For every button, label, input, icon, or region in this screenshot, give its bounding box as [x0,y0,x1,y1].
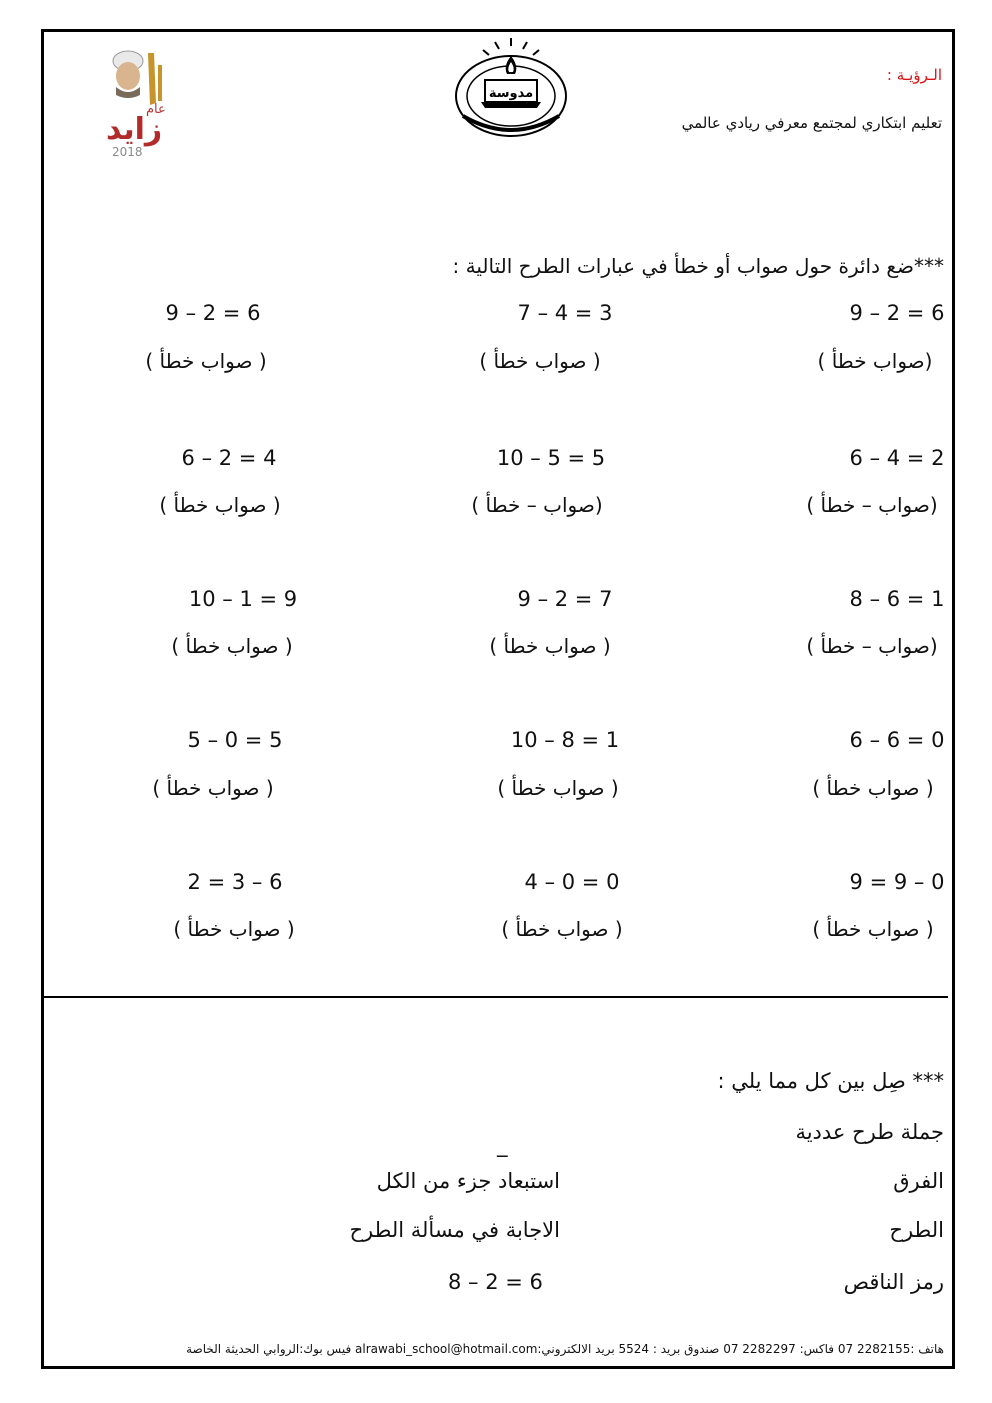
row3-middle-choice: ( صواب خطأ ) [489,634,611,658]
zayed-logo-word: زايد [106,112,163,147]
match-definition-2: استبعاد جزء من الكل [376,1169,560,1193]
row3-left-choice: ( صواب خطأ ) [171,634,293,658]
section-divider [44,996,948,998]
row1-left-equation: 9 – 2 = 6 [165,301,261,325]
row2-middle-choice: (صواب – خطأ ) [471,493,603,517]
row5-left-choice: ( صواب خطأ ) [173,917,295,941]
row2-right-choice: (صواب – خطأ ) [806,493,938,517]
row1-middle-equation: 7 – 4 = 3 [517,301,613,325]
page-border [41,29,955,1369]
zayed-logo-small: عام [146,102,166,117]
school-logo [441,36,581,146]
row1-right-choice: (صواب خطأ ) [817,349,933,373]
row4-right-equation: 6 – 6 = 0 [849,728,945,752]
row4-left-equation: 5 – 0 = 5 [187,728,283,752]
section1-instruction: ***ضع دائرة حول صواب أو خطأ في عبارات الطرح التالية : [452,254,944,278]
footer-contact: هاتف :2282155 07 فاكس: 2282297 07 صندوق بريد : 5524 بريد الالكتروني:alrawabi_school@hotmail.com فيس بوك:الروابي الحديثة الخاصة [186,1342,944,1356]
vision-label: الـرؤيـة : [886,66,942,84]
match-definition-3: الاجابة في مسألة الطرح [349,1218,560,1242]
row3-right-equation: 8 – 6 = 1 [849,587,945,611]
row5-middle-choice: ( صواب خطأ ) [501,917,623,941]
row3-right-choice: (صواب – خطأ ) [806,634,938,658]
row1-right-equation: 9 – 2 = 6 [849,301,945,325]
row3-left-equation: 10 – 1 = 9 [188,587,298,611]
row4-right-choice: ( صواب خطأ ) [812,776,934,800]
row5-left-equation: 2 = 3 – 6 [187,870,283,894]
row2-left-equation: 6 – 2 = 4 [181,446,277,470]
row2-right-equation: 6 – 4 = 2 [849,446,945,470]
zayed-year-logo [100,43,172,167]
match-term-2: الفرق [893,1169,944,1193]
row1-middle-choice: ( صواب خطأ ) [479,349,601,373]
school-logo-word: مدوسة [488,86,534,101]
section2-instruction: *** صِل بين كل مما يلي : [717,1069,944,1093]
match-term-3: الطرح [889,1218,944,1242]
match-definition-1: _ [497,1133,508,1157]
row2-left-choice: ( صواب خطأ ) [159,493,281,517]
row5-middle-equation: 4 – 0 = 0 [524,870,620,894]
match-definition-4: 8 – 2 = 6 [448,1270,543,1294]
row3-middle-equation: 9 – 2 = 7 [517,587,613,611]
row5-right-equation: 9 = 9 – 0 [849,870,945,894]
row2-middle-equation: 10 – 5 = 5 [496,446,606,470]
match-term-4: رمز الناقص [843,1270,944,1294]
row4-middle-choice: ( صواب خطأ ) [497,776,619,800]
row1-left-choice: ( صواب خطأ ) [145,349,267,373]
row4-middle-equation: 10 – 8 = 1 [510,728,620,752]
match-term-1: جملة طرح عددية [795,1120,944,1144]
row4-left-choice: ( صواب خطأ ) [152,776,274,800]
zayed-logo-year: 2018 [112,145,143,159]
row5-right-choice: ( صواب خطأ ) [812,917,934,941]
vision-text: تعليم ابتكاري لمجتمع معرفي ريادي عالمي [681,114,942,132]
